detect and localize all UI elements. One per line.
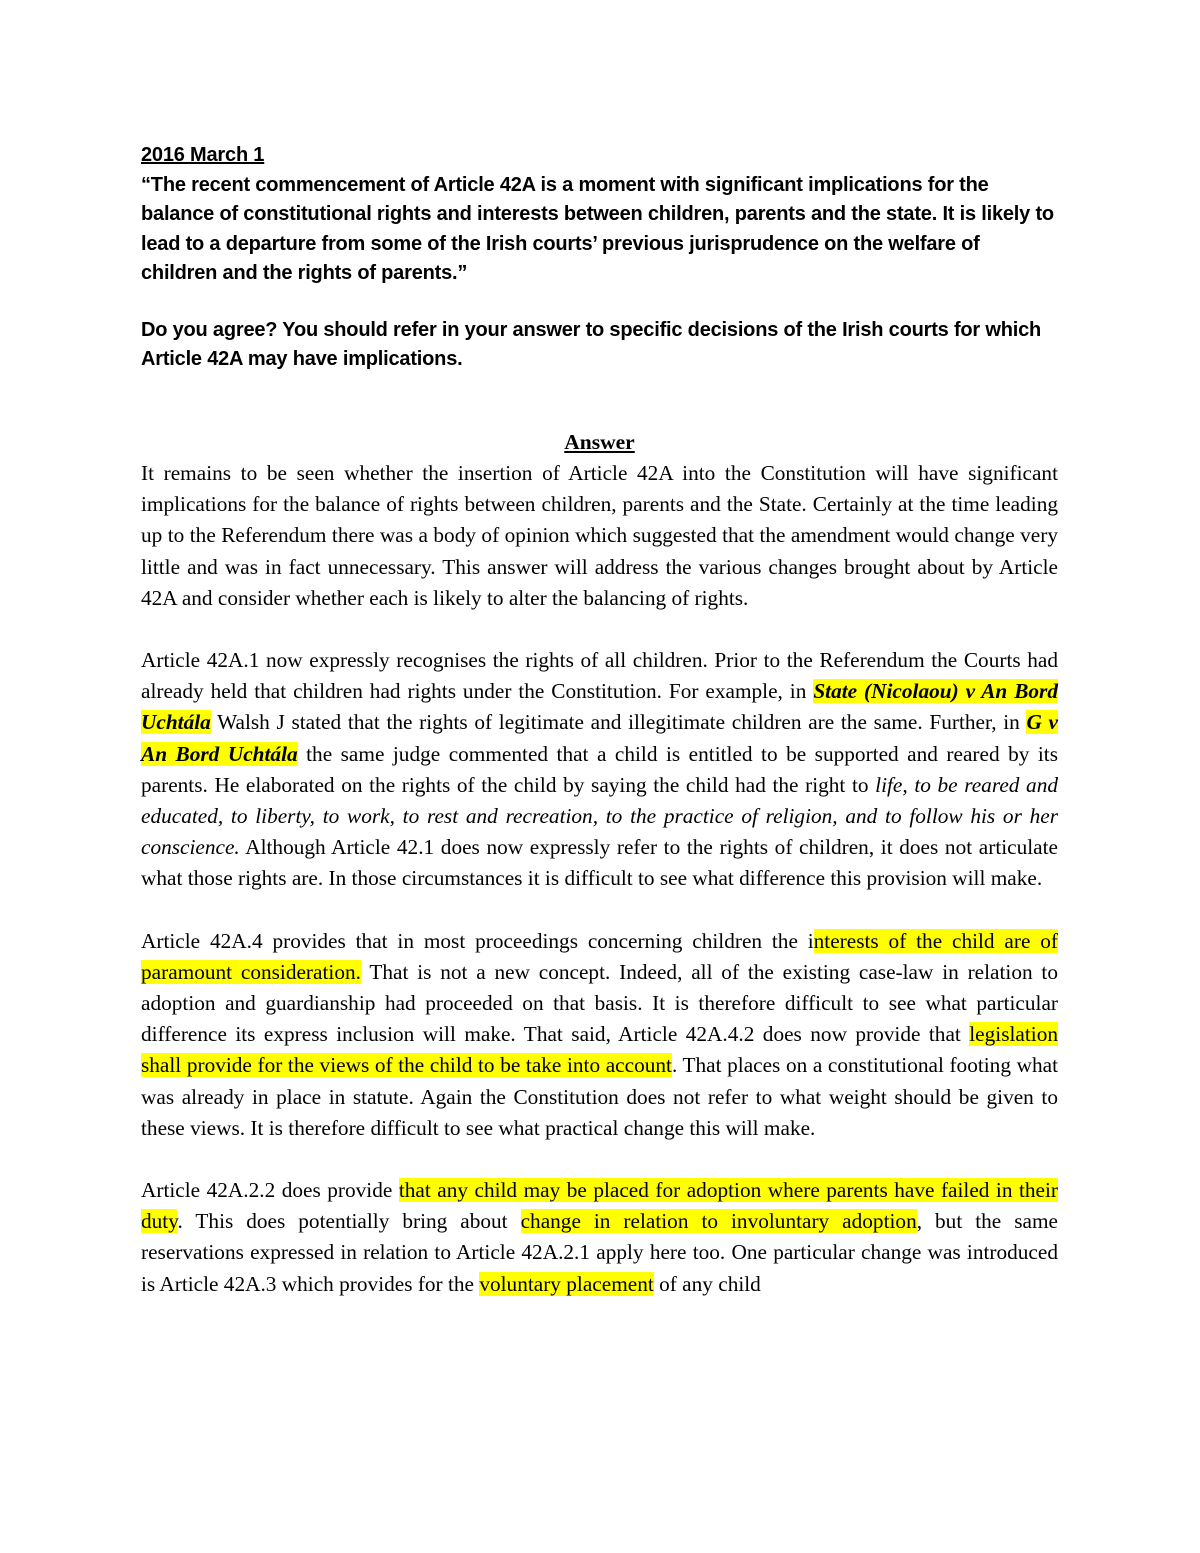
question-quote: “The recent commencement of Article 42A is a moment with significant implications for the balance of constitutional rights and interests between children, parents and the state. It is likely to lead to a departure from some of the Irish courts’ previous jurisprudence on the welfare of children and the rights of parents.” [141,173,1054,284]
case-citation-nicolaou: State (Nicolaou) v An Bord Uchtála [141,679,1058,735]
answer-heading: Answer [564,430,635,454]
answer-paragraph-3 [141,926,1058,1144]
paragraph-text: . That places on a constitutional footing what was already in place in statute. Again the Constitution does not refer to what weight should be given to these views. It is therefore difficult to see what practical change this will make. [141,1053,1058,1140]
exam-question [141,141,1061,375]
paragraph-text: Article 42A.4 provides that in most proceedings concerning children the i [141,928,814,953]
answer-paragraph-1: It remains to be seen whether the insertion of Article 42A into the Constitution will have significant implications for the balance of rights between children, parents and the State. Certainly at the time leading up to the Referendum there was a body of opinion which suggested that the amendment would change very little and was in fact unnecessary. This answer will address the various changes brought about by Article 42A and consider whether each is likely to alter the balancing of rights. [141,461,1058,610]
paragraph-text: Although Article 42.1 does now expressly refer to the rights of children, it does not articulate what those rights are. In those circumstances it is difficult to see what difference this provision will make. [141,835,1058,891]
italic-rights-list: life, to be reared and educated, to liberty, to work, to rest and recreation, to the practice of religion, and to follow his or her conscience. [141,772,1059,860]
paragraph-text: That is not a new concept. Indeed, all of the existing case-law in relation to adoption and guardianship had proceeded on that basis. It is therefore difficult to see what particular difference its express inclusion will make. That said, Article 42A.4.2 does now provide that [141,959,1058,1047]
case-citation-g-v-an-bord: G v An Bord Uchtála [141,710,1058,766]
paragraph-text: , but the same reservations expressed in relation to Article 42A.2.1 apply here too. One particular change was introduced is Article 42A.3 which provides for the [141,1209,1058,1296]
question-prompt: Do you agree? You should refer in your answer to specific decisions of the Irish courts for which Article 42A may have implications. [141,318,1042,370]
paragraph-text: Walsh J stated that the rights of legitimate and illegitimate children are the same. Further, in [210,710,1027,735]
highlighted-text: change in relation to involuntary adoption [520,1209,917,1234]
highlighted-text: that any child may be placed for adoption where parents have failed in their duty [141,1178,1059,1234]
paragraph-text: Article 42A.1 now expressly recognises the rights of all children. Prior to the Referendum the Courts had already held that children had rights under the Constitution. For example, in [141,648,1058,704]
answer-section [141,427,1058,1331]
highlighted-text: legislation shall provide for the views of the child to be take into account [141,1022,1058,1078]
highlighted-text: voluntary placement [479,1271,654,1296]
paragraph-text: . This does potentially bring about [177,1209,521,1234]
answer-paragraph-4 [141,1175,1058,1300]
question-date: 2016 March 1 [141,144,265,166]
paragraph-text: the same judge commented that a child is entitled to be supported and reared by its parents. He elaborated on the rights of the child by saying the child had the right to [141,741,1058,797]
highlighted-text: nterests of the child are of paramount consideration. [141,928,1058,984]
paragraph-text: of any child [653,1271,761,1296]
answer-paragraph-2 [141,645,1058,895]
paragraph-text: Article 42A.2.2 does provide [141,1178,399,1203]
